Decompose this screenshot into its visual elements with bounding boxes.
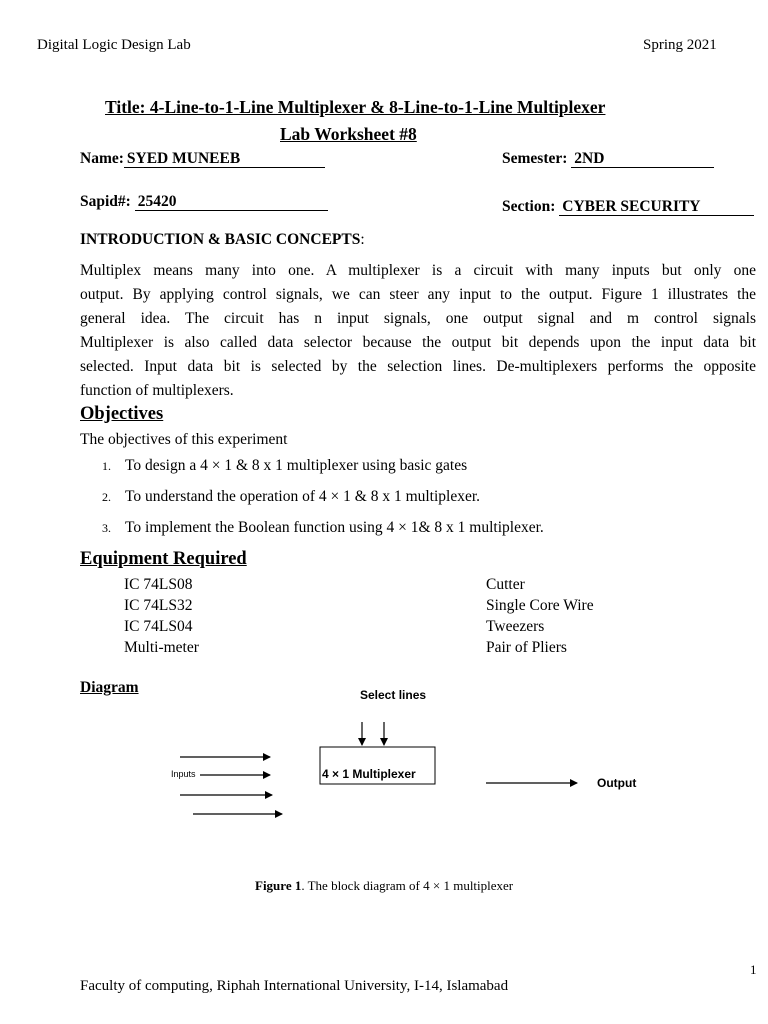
objective-number: 1.: [102, 459, 111, 473]
caption-bold: Figure 1: [255, 878, 302, 893]
intro-heading: [80, 231, 365, 249]
intro-heading-text: INTRODUCTION & BASIC CONCEPTS: [80, 231, 361, 248]
intro-heading-colon: :: [360, 231, 365, 248]
objective-number: 3.: [102, 521, 111, 535]
objective-text: To understand the operation of 4 × 1 & 8 x 1 multiplexer.: [125, 488, 481, 505]
section-label: Section:: [502, 198, 556, 215]
intro-paragraph: [80, 259, 756, 403]
name-value: SYED MUNEEB: [124, 150, 325, 168]
objective-item: [102, 457, 467, 475]
equipment-item: Multi-meter: [124, 639, 199, 656]
semester-label: Semester:: [502, 150, 568, 167]
equipment-item: Tweezers: [486, 618, 545, 635]
page-number: 1: [750, 962, 757, 977]
sapid-value: 25420: [135, 193, 328, 211]
equipment-heading: Equipment Required: [80, 549, 247, 569]
intro-line: Multiplex means many into one. A multiplexer is a circuit with many inputs but only one: [80, 262, 756, 279]
intro-line: output. By applying control signals, we can steer any input to the output. Figure 1 illustrates the: [80, 286, 756, 303]
figure-caption: [255, 878, 513, 894]
diagram-heading: Diagram: [80, 679, 139, 696]
block-label: 4 × 1 Multiplexer: [322, 767, 416, 781]
page-title: Title: 4-Line-to-1-Line Multiplexer & 8-Line-to-1-Line Multiplexer: [105, 97, 606, 117]
block-diagram: [0, 680, 768, 840]
inputs-label: Inputs: [171, 769, 196, 779]
header-left: Digital Logic Design Lab: [37, 37, 191, 53]
intro-line: general idea. The circuit has n input signals, one output signal and m control signals: [80, 310, 756, 327]
equipment-right-list: [486, 574, 594, 658]
intro-line: function of multiplexers.: [80, 382, 234, 399]
objective-item: [102, 519, 544, 537]
section-value: CYBER SECURITY: [559, 198, 754, 216]
objective-text: To design a 4 × 1 & 8 x 1 multiplexer using basic gates: [125, 457, 468, 474]
equipment-left-list: [124, 574, 199, 658]
equipment-item: Single Core Wire: [486, 597, 594, 614]
semester-value: 2ND: [571, 150, 714, 168]
equipment-item: Pair of Pliers: [486, 639, 567, 656]
equipment-item: IC 74LS08: [124, 576, 193, 593]
intro-line: Multiplexer is also called data selector because the output bit depends upon the input data bit: [80, 334, 756, 351]
sapid-label: Sapid#:: [80, 193, 131, 210]
equipment-item: Cutter: [486, 576, 525, 593]
equipment-item: IC 74LS04: [124, 618, 193, 635]
output-label: Output: [597, 776, 637, 790]
section-field: [502, 198, 754, 216]
name-label: Name:: [80, 150, 124, 167]
intro-line: selected. Input data bit is selected by the selection lines. De-multiplexers performs the opposite: [80, 358, 756, 375]
objectives-intro: The objectives of this experiment: [80, 431, 288, 448]
objective-number: 2.: [102, 490, 111, 504]
caption-rest: . The block diagram of 4 × 1 multiplexer: [301, 878, 514, 893]
select-lines-label: Select lines: [360, 688, 427, 702]
semester-field: [502, 150, 714, 168]
equipment-item: IC 74LS32: [124, 597, 193, 614]
objective-item: [102, 488, 480, 506]
worksheet-title: Lab Worksheet #8: [280, 124, 417, 144]
objective-text: To implement the Boolean function using 4 × 1& 8 x 1 multiplexer.: [125, 519, 544, 536]
sapid-field: [80, 193, 328, 211]
name-field: [80, 150, 325, 168]
footer-text: Faculty of computing, Riphah International University, I-14, Islamabad: [80, 978, 509, 994]
header-right: Spring 2021: [643, 37, 717, 53]
objectives-heading: Objectives: [80, 404, 164, 424]
